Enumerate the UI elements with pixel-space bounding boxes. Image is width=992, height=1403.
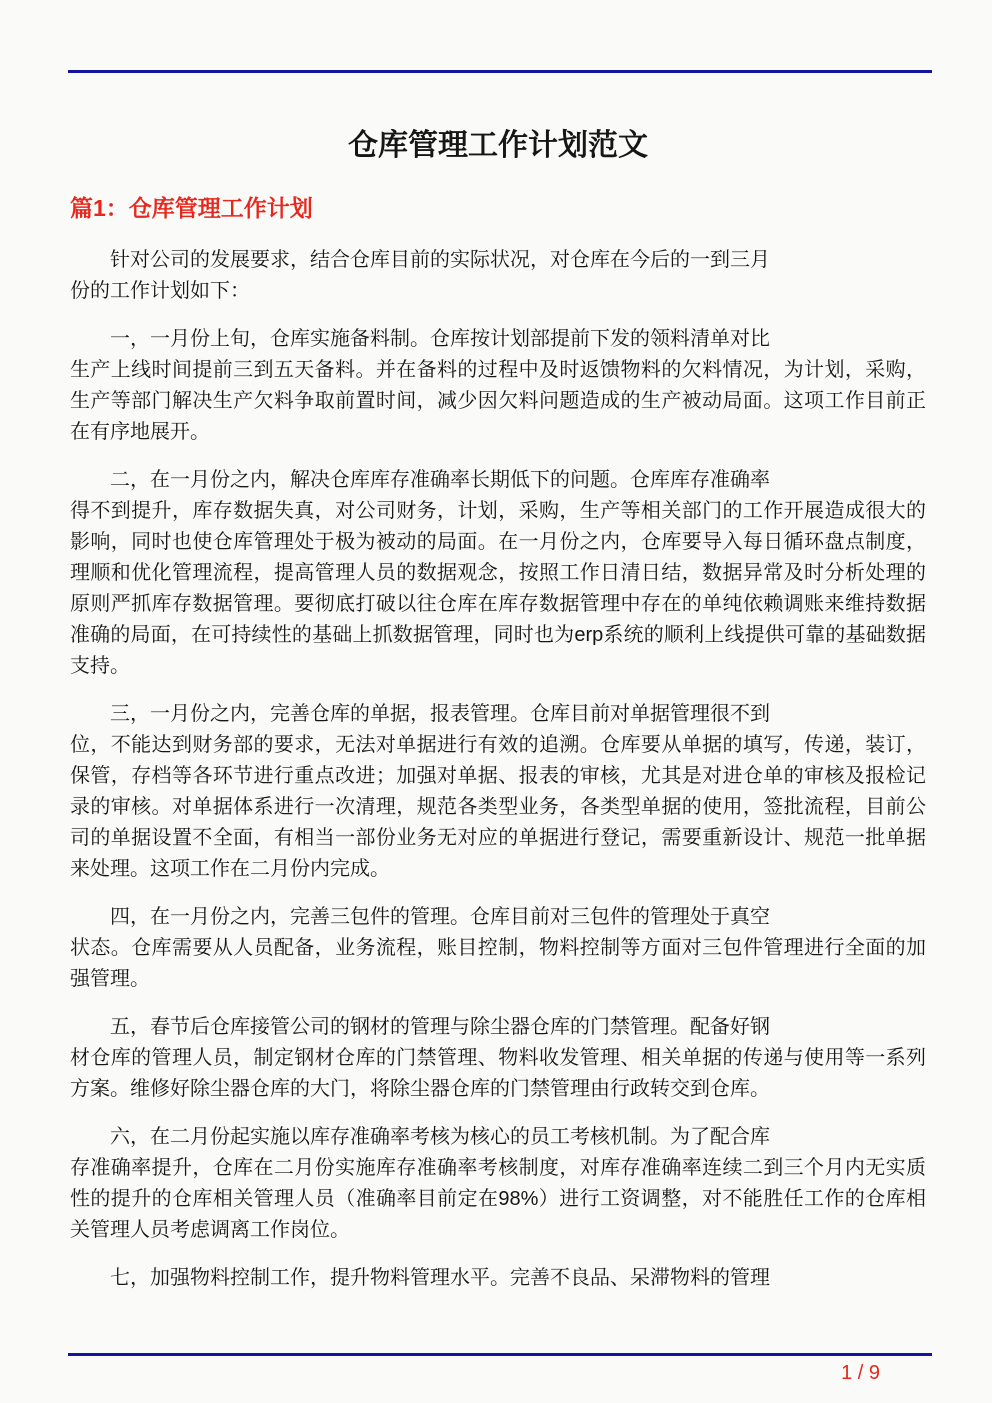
paragraph-lead: 针对公司的发展要求，结合仓库目前的实际状况，对仓库在今后的一到三月 bbox=[110, 249, 770, 271]
paragraph-item-1 bbox=[70, 324, 926, 448]
paragraph-lead: 一，一月份上旬，仓库实施备料制。仓库按计划部提前下发的领料清单对比 bbox=[110, 328, 770, 350]
page-number: 1 / 9 bbox=[841, 1362, 880, 1384]
paragraph-rest: 得不到提升，库存数据失真，对公司财务，计划，采购，生产等相关部门的工作开展造成很大的影响，同时也使仓库管理处于极为被动的局面。在一月份之内，仓库要导入每日循环盘点制度，理顺和优化管理流程，提高管理人员的数据观念，按照工作日清日结，数据异常及时分析处理的原则严抓库存数据管理。要彻底打破以往仓库在库存数据管理中存在的单纯依赖调账来维持数据准确的局面，在可持续性的基础上抓数据管理，同时也为erp系统的顺利上线提供可靠的基础数据支持。 bbox=[70, 500, 926, 677]
paragraph-rest: 生产上线时间提前三到五天备料。并在备料的过程中及时返馈物料的欠料情况，为计划，采购，生产等部门解决生产欠料争取前置时间，减少因欠料问题造成的生产被动局面。这项工作目前正在有序地展开。 bbox=[70, 359, 926, 443]
paragraph-item-3 bbox=[70, 699, 926, 885]
paragraph-item-4 bbox=[70, 902, 926, 995]
paragraph-lead: 三，一月份之内，完善仓库的单据，报表管理。仓库目前对单据管理很不到 bbox=[110, 703, 770, 725]
paragraph-rest: 份的工作计划如下： bbox=[70, 280, 250, 302]
section-heading: 篇1：仓库管理工作计划 bbox=[70, 195, 313, 221]
document-body bbox=[70, 245, 926, 1294]
paragraph-intro bbox=[70, 245, 926, 307]
document-title: 仓库管理工作计划范文 bbox=[348, 129, 648, 162]
paragraph-lead: 七，加强物料控制工作，提升物料管理水平。完善不良品、呆滞物料的管理 bbox=[110, 1267, 770, 1289]
paragraph-rest: 位，不能达到财务部的要求，无法对单据进行有效的追溯。仓库要从单据的填写，传递，装订，保管，存档等各环节进行重点改进；加强对单据、报表的审核，尤其是对进仓单的审核及报检记录的审核。对单据体系进行一次清理，规范各类型业务，各类型单据的使用，签批流程，目前公司的单据设置不全面，有相当一部份业务无对应的单据进行登记，需要重新设计、规范一批单据来处理。这项工作在二月份内完成。 bbox=[70, 734, 926, 880]
paragraph-item-5 bbox=[70, 1012, 926, 1105]
paragraph-lead: 四，在一月份之内，完善三包件的管理。仓库目前对三包件的管理处于真空 bbox=[110, 906, 770, 928]
paragraph-rest: 材仓库的管理人员，制定钢材仓库的门禁管理、物料收发管理、相关单据的传递与使用等一系列方案。维修好除尘器仓库的大门，将除尘器仓库的门禁管理由行政转交到仓库。 bbox=[70, 1047, 926, 1100]
paragraph-item-7 bbox=[70, 1263, 926, 1294]
paragraph-rest: 存准确率提升，仓库在二月份实施库存准确率考核制度，对库存准确率连续二到三个月内无实质性的提升的仓库相关管理人员（准确率目前定在98%）进行工资调整，对不能胜任工作的仓库相关管理人员考虑调离工作岗位。 bbox=[70, 1157, 926, 1241]
paragraph-lead: 五，春节后仓库接管公司的钢材的管理与除尘器仓库的门禁管理。配备好钢 bbox=[110, 1016, 770, 1038]
bottom-divider bbox=[68, 1353, 932, 1356]
paragraph-lead: 六，在二月份起实施以库存准确率考核为核心的员工考核机制。为了配合库 bbox=[110, 1126, 770, 1148]
paragraph-rest: 状态。仓库需要从人员配备，业务流程，账目控制，物料控制等方面对三包件管理进行全面的加强管理。 bbox=[70, 937, 926, 990]
paragraph-item-2 bbox=[70, 465, 926, 682]
paragraph-lead: 二，在一月份之内，解决仓库库存准确率长期低下的问题。仓库库存准确率 bbox=[110, 469, 770, 491]
paragraph-item-6 bbox=[70, 1122, 926, 1246]
